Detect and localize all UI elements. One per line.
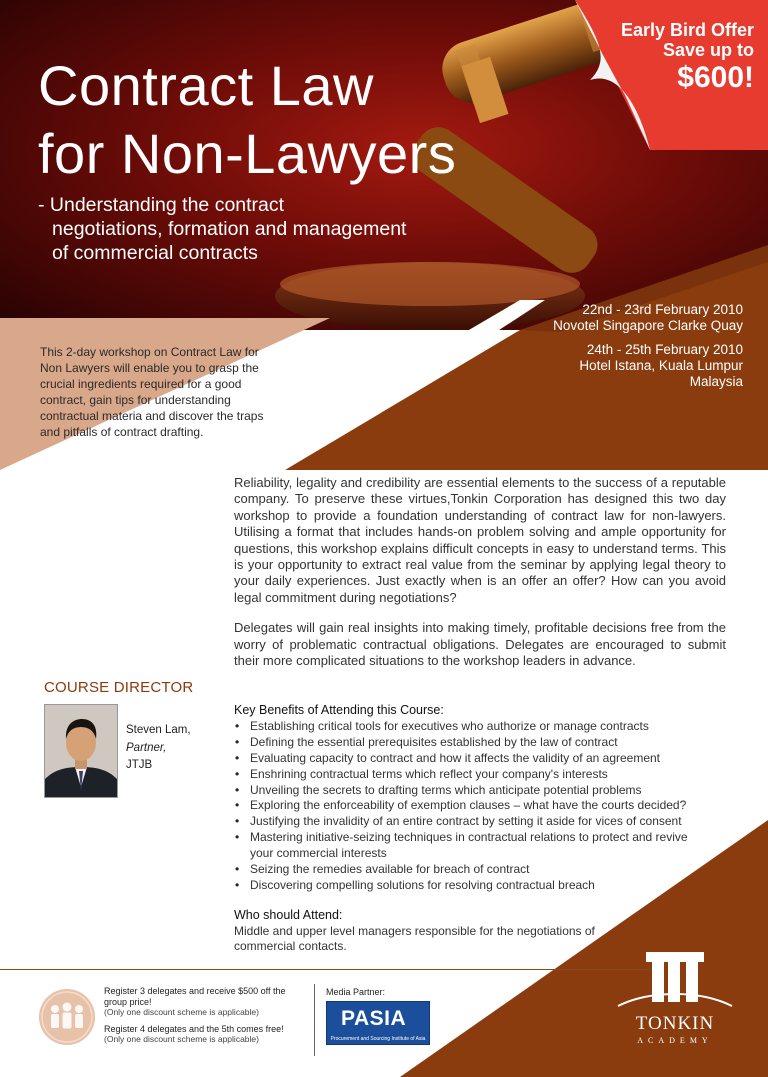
footer-divider [0, 969, 650, 970]
pasia-logo [326, 1001, 430, 1045]
director-name: Steven Lam, [126, 724, 191, 736]
media-partner-label: Media Partner: [326, 987, 386, 997]
benefit-item: • Unveiling the secrets to drafting terms which anticipate potential problems [234, 783, 714, 799]
reg-offer-1: Register 3 delegates and receive $500 off the group price! [104, 986, 286, 1007]
footer-vertical-divider [314, 984, 315, 1056]
pasia-tagline: Procurement and Sourcing Institute of Asia [330, 1036, 426, 1042]
director-role: Partner, [126, 741, 167, 754]
title-line-2: for Non-Lawyers [38, 122, 457, 185]
body-text [234, 475, 726, 683]
director-info [126, 722, 191, 775]
subtitle-line: of commercial contracts [52, 242, 258, 264]
benefit-item: • Establishing critical tools for executives who authorize or manage contracts [234, 719, 714, 735]
course-director-heading: COURSE DIRECTOR [44, 679, 194, 696]
benefit-item: • Evaluating capacity to contract and how it affects the validity of an agreement [234, 751, 714, 767]
event-country: Malaysia [689, 374, 743, 389]
benefit-item: • Exploring the enforceability of exemption clauses – what have the courts decided? [234, 798, 714, 814]
benefit-item: • Mastering initiative-seizing techniques in contractual relations to protect and revive your commercial interests [234, 830, 714, 862]
benefit-item: • Discovering compelling solutions for resolving contractual breach [234, 878, 714, 894]
body-paragraph: Delegates will gain real insights into making timely, profitable decisions free from the worry of problematic contractual obligations. Delegates are encouraged to submit their more complicated situations to the workshop leaders in advance. [234, 620, 726, 669]
offer-line-2: Save up to [662, 40, 754, 60]
reg-note-2: (Only one discount scheme is applicable) [104, 1034, 259, 1044]
tonkin-academy-logo [610, 942, 740, 1052]
reg-note-1: (Only one discount scheme is applicable) [104, 1007, 259, 1017]
director-org: JTJB [126, 759, 153, 771]
event-dates [553, 302, 743, 390]
tonkin-monument-icon [610, 942, 740, 1012]
director-photo [44, 704, 118, 798]
event-date: 22nd - 23rd February 2010 [582, 302, 743, 317]
reg-offer-2: Register 4 delegates and the 5th comes free! [104, 1023, 284, 1034]
delegates-icon [38, 988, 96, 1046]
offer-amount: $600! [677, 61, 754, 94]
subtitle-line: negotiations, formation and management [52, 218, 407, 240]
benefit-item: • Justifying the invalidity of an entire contract by setting it aside for vices of consent [234, 814, 714, 830]
benefits-heading: Key Benefits of Attending this Course: [234, 703, 444, 717]
pasia-name: PASIA [341, 1007, 407, 1030]
offer-line-1: Early Bird Offer [620, 20, 754, 40]
event-venue: Novotel Singapore Clarke Quay [553, 318, 743, 333]
intro-text: This 2-day workshop on Contract Law for Non Lawyers will enable you to grasp the crucial ingredients required for a good contract, gain tips for understanding contractual materia and discover the traps and pitfalls of contract drafting. [40, 345, 264, 439]
tonkin-name: TONKIN [635, 1013, 715, 1034]
who-heading: Who should Attend: [234, 908, 343, 922]
benefit-item: • Defining the essential prerequisites established by the law of contract [234, 735, 714, 751]
who-text: Middle and upper level managers responsible for the negotiations of commercial contacts. [234, 923, 595, 953]
title-line-1: Contract Law [38, 54, 374, 117]
early-bird-offer [621, 20, 754, 96]
event-date: 24th - 25th February 2010 [586, 342, 743, 357]
registration-offers [104, 986, 294, 1051]
tonkin-sub: ACADEMY [637, 1036, 713, 1045]
subtitle-line: - Understanding the contract [38, 194, 285, 216]
benefit-item: • Seizing the remedies available for breach of contract [234, 862, 714, 878]
event-venue: Hotel Istana, Kuala Lumpur [579, 358, 743, 373]
body-paragraph: Reliability, legality and credibility are essential elements to the success of a reputable company. To preserve these virtues,Tonkin Corporation has designed this two day workshop to provide a foundation understanding of contract law for non-lawyers. Utilising a format that includes hands-on problem solving and ample opportunity for questions, this workshop explains difficult concepts in easy to understand terms. This is your opportunity to extract real value from the seminar by applying legal theory to your daily experiences. Just exactly when is an offer an offer? How can you avoid legal commitment during negotiations? [234, 475, 726, 605]
benefit-item: • Enshrining contractual terms which reflect your company's interests [234, 767, 714, 783]
subtitle [38, 193, 458, 265]
